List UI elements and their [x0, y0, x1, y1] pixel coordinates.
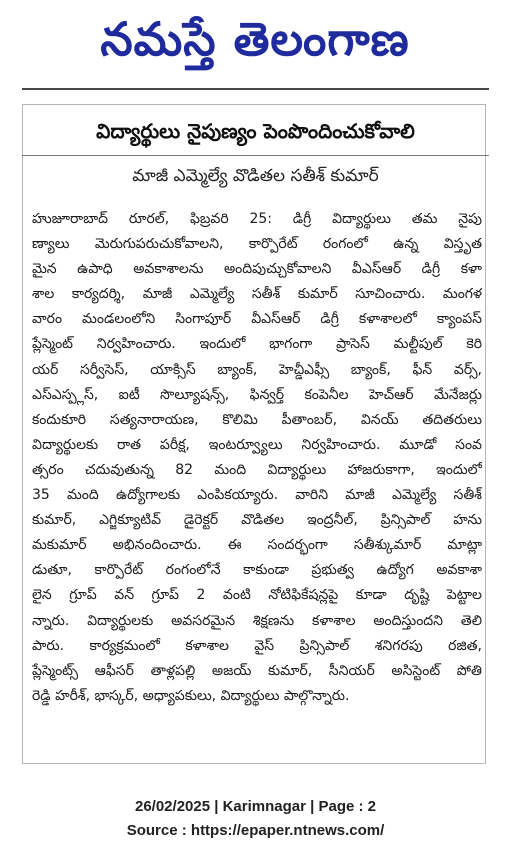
headline-divider — [22, 155, 489, 156]
article-line: పారు. కార్యక్రమంలో కళాశాల వైస్ ప్రిన్సిపాల్ శనిగరపు రజిత, — [32, 637, 482, 654]
article-line: ప్లేస్మెంట్స్ ఆఫీసర్ తాళ్లపల్లి అజయ్ కుమార్, సీనియర్ అసిస్టెంట్ పోతి — [32, 662, 482, 679]
article-line: త్సరం చదువుతున్న 82 మంది విద్యార్థులు హాజరుకాగా, ఇందులో — [32, 461, 482, 478]
article-headline: విద్యార్థులు నైపుణ్యం పెంపొందించుకోవాలి — [96, 119, 415, 143]
footer-dateline: 26/02/2025 | Karimnagar | Page : 2 — [134, 798, 377, 815]
article-line: యర్ సర్వీసెస్, యాక్సిస్ బ్యాంక్, హెచ్డీఎఫ్సీ బ్యాంక్, ఫీన్ వర్స్, — [32, 361, 482, 378]
article-line: డుతూ, కార్పొరేట్ రంగంలోనే కాకుండా ప్రభుత్వ ఉద్యోగ అవకాశా — [32, 562, 482, 579]
article-line: లైన గ్రూప్ వన్ గ్రూప్ 2 వంటి నోటిఫికేషన్లపై కూడా దృష్టి పెట్టాల — [32, 587, 482, 604]
article-line: న్నారు. విద్యార్థులకు అవసరమైన శిక్షణను కళాశాల అందిస్తుందని తెలి — [32, 612, 482, 629]
article-line: రెడ్డి హరీశ్, భాస్కర్, అధ్యాపకులు, విద్యార్థులు పాల్గొన్నారు. — [32, 687, 350, 704]
article-line: హుజూరాబాద్ రూరల్, ఫిబ్రవరి 25: డిగ్రీ విద్యార్థులు తమ నైపు — [32, 211, 482, 227]
article-line: విద్యార్థులకు రాత పరీక్ష, ఇంటర్వ్యూలు నిర్వహించారు. మూడో సంవ — [32, 436, 482, 453]
article-subheadline: మాజీ ఎమ్మెల్యే వొడితల సతీశ్ కుమార్ — [132, 166, 379, 186]
article-line: కందుకూరి సత్యనారాయణ, కొలిమి పీతాంబర్, వినయ్ తదితరులు — [32, 411, 482, 428]
article-line: శాల కార్యదర్శి, మాజీ ఎమ్మెల్యే సతీశ్ కుమార్ సూచించారు. మంగళ — [32, 286, 482, 303]
article-line: కుమార్, ఎగ్జిక్యూటివ్ డైరెక్టర్ వొడితల ఇంద్రనీల్, ప్రిన్సిపాల్ హను — [32, 512, 482, 529]
article-body — [32, 207, 482, 709]
article-line: మైన ఉపాధి అవకాశాలను అందిపుచ్చుకోవాలని వీఎస్ఆర్ డిగ్రీ కళా — [32, 261, 482, 278]
footer-source: Source : https://epaper.ntnews.com/ — [126, 822, 385, 839]
article-line: ప్లేస్మెంట్ నిర్వహించారు. ఇందులో భాగంగా ప్రాసెస్ మల్టీపుల్ కెరి — [32, 336, 482, 353]
article-line: 35 మంది ఉద్యోగాలకు ఎంపికయ్యారు. వారిని మాజీ ఎమ్మెల్యే సతీశ్ — [32, 487, 482, 504]
article-line: మకుమార్ అభినందించారు. ఈ సందర్భంగా సతీశ్కుమార్ మాట్లా — [32, 537, 482, 554]
article-line: ణ్యాలు మెరుగుపరుచుకోవాలని, కార్పొరేట్ రంగంలో ఉన్న విస్తృత — [32, 236, 482, 253]
masthead-divider — [22, 88, 489, 90]
newspaper-masthead: నమస్తే తెలంగాణ — [100, 12, 410, 66]
article-line: ఎస్ఎస్ప్లస్, ఐటీ సొల్యూషన్స్, ఫిన్వర్త్ కంపెనీల హెచ్ఆర్ మేనేజర్లు — [32, 386, 482, 403]
article-line: వారం మండలంలోని సింగాపూర్ వీఎస్ఆర్ డిగ్రీ కళాశాలలో క్యాంపస్ — [32, 311, 482, 328]
